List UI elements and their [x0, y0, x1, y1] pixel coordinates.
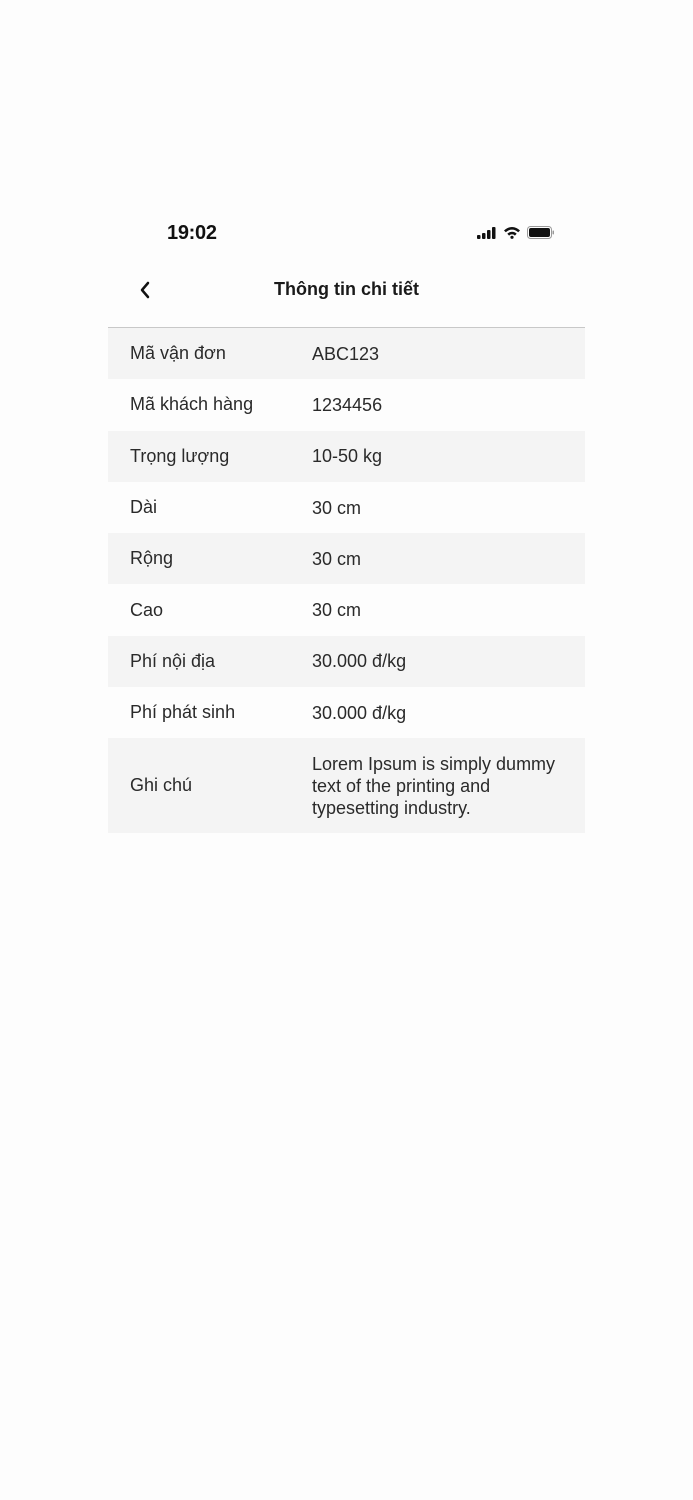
detail-label: Trọng lượng — [130, 445, 230, 466]
detail-row-customer-code — [108, 379, 585, 430]
detail-label: Phí nội địa — [130, 650, 216, 671]
detail-row-domestic-fee — [108, 636, 585, 687]
detail-value: Lorem Ipsum is simply dummy text of the printing and typesetting industry. — [312, 753, 556, 818]
detail-row-weight — [108, 431, 585, 482]
detail-row-height — [108, 584, 585, 635]
detail-label: Rộng — [130, 548, 174, 569]
detail-row-note — [108, 738, 585, 833]
detail-value: 30.000 đ/kg — [312, 651, 407, 672]
detail-label: Mã khách hàng — [130, 394, 254, 415]
detail-value: 30.000 đ/kg — [312, 702, 407, 723]
detail-label: Dài — [130, 497, 158, 518]
detail-label: Cao — [130, 599, 164, 620]
status-time: 19:02 — [167, 222, 217, 244]
detail-value: 30 cm — [312, 497, 362, 518]
detail-label: Phí phát sinh — [130, 702, 236, 723]
detail-label: Mã vận đơn — [130, 343, 226, 364]
battery-icon — [527, 226, 555, 239]
detail-value: 30 cm — [312, 600, 362, 621]
signal-icon — [477, 227, 497, 239]
page-title: Thông tin chi tiết — [274, 279, 419, 299]
details-table — [108, 327, 585, 833]
wifi-icon — [503, 226, 521, 239]
status-bar — [108, 222, 585, 250]
detail-row-length — [108, 482, 585, 533]
detail-row-tracking-code — [108, 328, 585, 379]
detail-value: 10-50 kg — [312, 446, 383, 467]
detail-label: Ghi chú — [130, 775, 193, 796]
detail-row-width — [108, 533, 585, 584]
detail-row-extra-fee — [108, 687, 585, 738]
header — [108, 270, 585, 310]
detail-value: ABC123 — [312, 343, 380, 364]
detail-value: 1234456 — [312, 394, 383, 415]
detail-value: 30 cm — [312, 548, 362, 569]
